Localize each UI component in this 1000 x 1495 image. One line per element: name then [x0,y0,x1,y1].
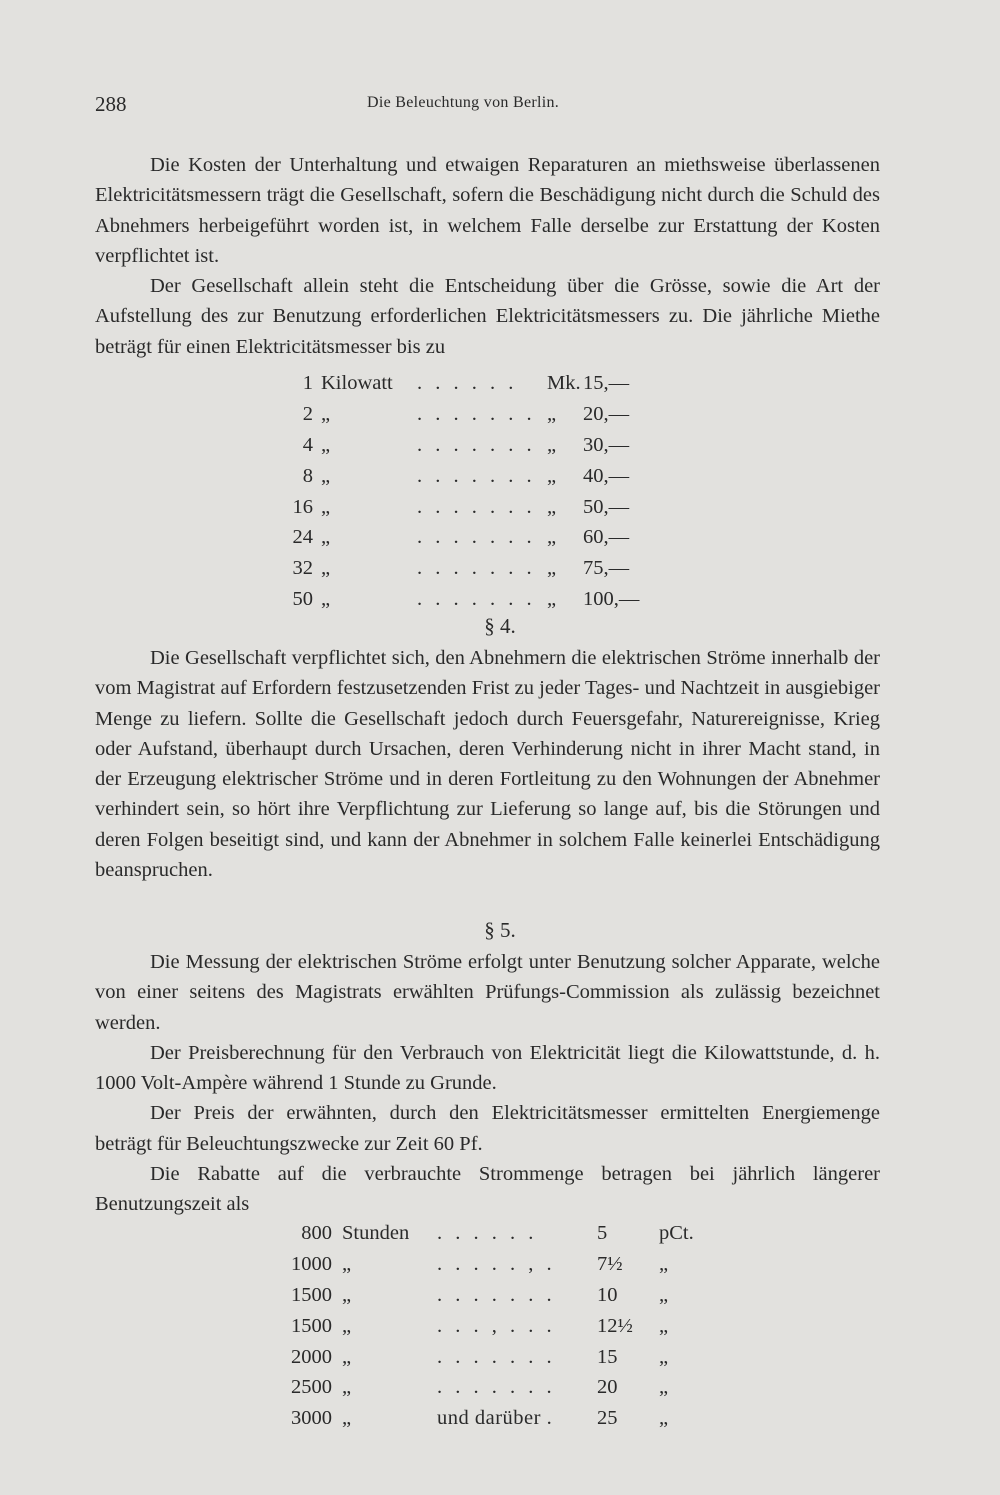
percent-unit: „ [659,1252,669,1275]
dot-leader: . . . . . , . [437,1252,556,1275]
paragraph-text: Der Preisberechnung für den Verbrauch von Elektricität liegt die Kilowattstunde, d. h. 1000 Volt-Ampère während 1 Stunde zu Grunde. [95,1041,880,1095]
meter-rent-table [275,368,663,615]
dot-leader: . . . . . . [417,371,518,394]
table-row [275,492,663,523]
rebate-value: 25 [597,1407,618,1430]
table-row [275,430,663,461]
table-row [282,1372,699,1403]
hours-unit: „ [342,1314,352,1337]
amount: 30,— [583,433,630,456]
rebate-value: 5 [597,1221,608,1244]
paragraph-text: Der Preis der erwähnten, durch den Elektricitätsmesser ermittelten Energiemenge beträgt für Beleuchtungszwecke zur Zeit 60 Pf. [95,1102,880,1155]
rebate-value: 12½ [597,1314,633,1337]
table-row [282,1218,699,1249]
dot-leader: . . . . . . . [417,464,536,487]
percent-unit: „ [659,1314,669,1337]
meter-unit: „ [321,402,331,425]
hours-unit: „ [342,1345,352,1368]
amount: 60,— [583,526,630,549]
dot-leader: . . . . . . . [417,402,536,425]
table-row [275,461,663,492]
percent-unit: „ [659,1283,669,1306]
rebate-value: 20 [597,1376,618,1399]
section-4-body [95,643,880,885]
rebate-value: 10 [597,1283,618,1306]
hours: 2500 [291,1376,332,1399]
dot-leader: . . . . . . . [417,495,536,518]
percent-unit: „ [659,1407,669,1430]
dot-leader: . . . . . . . [437,1376,556,1399]
paragraph-text: Die Gesellschaft verpflichtet sich, den Abnehmern die elektrischen Ströme innerhalb der vom Magistrat auf Erfordern festzusetzenden Frist zu jeder Tages- und Nachtzeit in ausgiebiger Menge zu liefern. Sollte die Gesellschaft jedoch durch Feuersgefahr, Naturereignisse, Krieg oder Aufstand, überhaupt durch Ursachen, deren Verhinderung nicht in ihrer Macht stand, in der Erzeugung elektrischer Ströme und in deren Fortleitung zu den Wohnungen der Abnehmer verhindert sein, so hört ihre Verpflichtung zur Lieferung so lange auf, bis die Störungen und deren Folgen beseitigt sind, und kann der Abnehmer in solchem Falle keinerlei Entschädigung beanspruchen. [95,647,880,882]
table-row [275,522,663,553]
meter-size: 2 [302,402,313,425]
amount: 40,— [583,464,630,487]
currency: „ [547,495,557,518]
hours: 800 [301,1221,332,1244]
meter-size: 32 [292,557,313,580]
hours-unit: „ [342,1283,352,1306]
meter-size: 1 [302,371,313,394]
hours: 1000 [291,1252,332,1275]
rebate-table [282,1218,699,1434]
dot-leader: . . . . . . [437,1221,538,1244]
meter-unit: „ [321,526,331,549]
amount: 100,— [583,588,640,611]
hours: 1500 [291,1283,332,1306]
currency: „ [547,464,557,487]
running-title: Die Beleuchtung von Berlin. [367,94,560,111]
meter-unit: Kilowatt [321,371,393,394]
hours-unit: „ [342,1407,352,1430]
hours-unit: „ [342,1252,352,1275]
paragraph-text: Die Messung der elektrischen Ströme erfolgt unter Benutzung solcher Apparate, welche von einer seitens des Magistrats erwählten Prüfungs-Commission als zulässig bezeichnet werden. [95,951,880,1034]
paragraph-maintenance-costs [95,150,880,362]
dot-leader: . . . . . . . [417,588,536,611]
amount: 15,— [583,371,630,394]
paragraph-text: Die Kosten der Unterhaltung und etwaigen Reparaturen an miethsweise überlassenen Elektricitätsmessern trägt die Gesellschaft, sofern die Beschädigung nicht durch die Schuld des Abnehmers herbeigeführt worden ist, in welchem Falle derselbe zur Erstattung der Kosten verpflichtet ist. [95,154,880,267]
meter-size: 8 [302,464,313,487]
currency: „ [547,433,557,456]
table-row [275,584,663,615]
hours-unit: Stunden [342,1221,410,1244]
section-heading-5: § 5. [484,918,516,942]
amount: 20,— [583,402,630,425]
dot-leader: . . . , . . . [437,1314,556,1337]
page-number: 288 [95,92,127,116]
currency: „ [547,557,557,580]
meter-size: 24 [292,526,313,549]
amount: 50,— [583,495,630,518]
dot-leader: und darüber . [437,1407,553,1430]
table-row [282,1249,699,1280]
paragraph-text: Die Rabatte auf die verbrauchte Strommenge betragen bei jährlich längerer Benutzungszeit als [95,1163,880,1216]
hours: 3000 [291,1407,332,1430]
meter-unit: „ [321,495,331,518]
meter-size: 50 [292,588,313,611]
dot-leader: . . . . . . . [417,557,536,580]
percent-unit: pCt. [659,1221,694,1244]
amount: 75,— [583,557,630,580]
meter-unit: „ [321,464,331,487]
percent-unit: „ [659,1345,669,1368]
dot-leader: . . . . . . . [417,433,536,456]
table-row [282,1311,699,1342]
section-5-body [95,947,880,1220]
page-header [95,92,880,122]
currency: Mk. [547,371,581,394]
meter-unit: „ [321,588,331,611]
table-row [282,1403,699,1434]
percent-unit: „ [659,1376,669,1399]
meter-size: 16 [292,495,313,518]
currency: „ [547,402,557,425]
rebate-value: 7½ [597,1252,623,1275]
hours: 1500 [291,1314,332,1337]
table-row [275,399,663,430]
hours: 2000 [291,1345,332,1368]
hours-unit: „ [342,1376,352,1399]
meter-unit: „ [321,433,331,456]
currency: „ [547,526,557,549]
table-row [275,368,663,399]
paragraph-text: Der Gesellschaft allein steht die Entscheidung über die Grösse, sowie die Art der Aufstellung des zur Benutzung erforderlichen Elektricitätsmessers zu. Die jährliche Miethe beträgt für einen Elektricitätsmesser bis zu [95,275,880,358]
dot-leader: . . . . . . . [437,1283,556,1306]
meter-unit: „ [321,557,331,580]
meter-size: 4 [302,433,313,456]
table-row [275,553,663,584]
table-row [282,1280,699,1311]
section-heading-4: § 4. [484,614,516,638]
rebate-value: 15 [597,1345,618,1368]
table-row [282,1342,699,1373]
dot-leader: . . . . . . . [437,1345,556,1368]
dot-leader: . . . . . . . [417,526,536,549]
currency: „ [547,588,557,611]
